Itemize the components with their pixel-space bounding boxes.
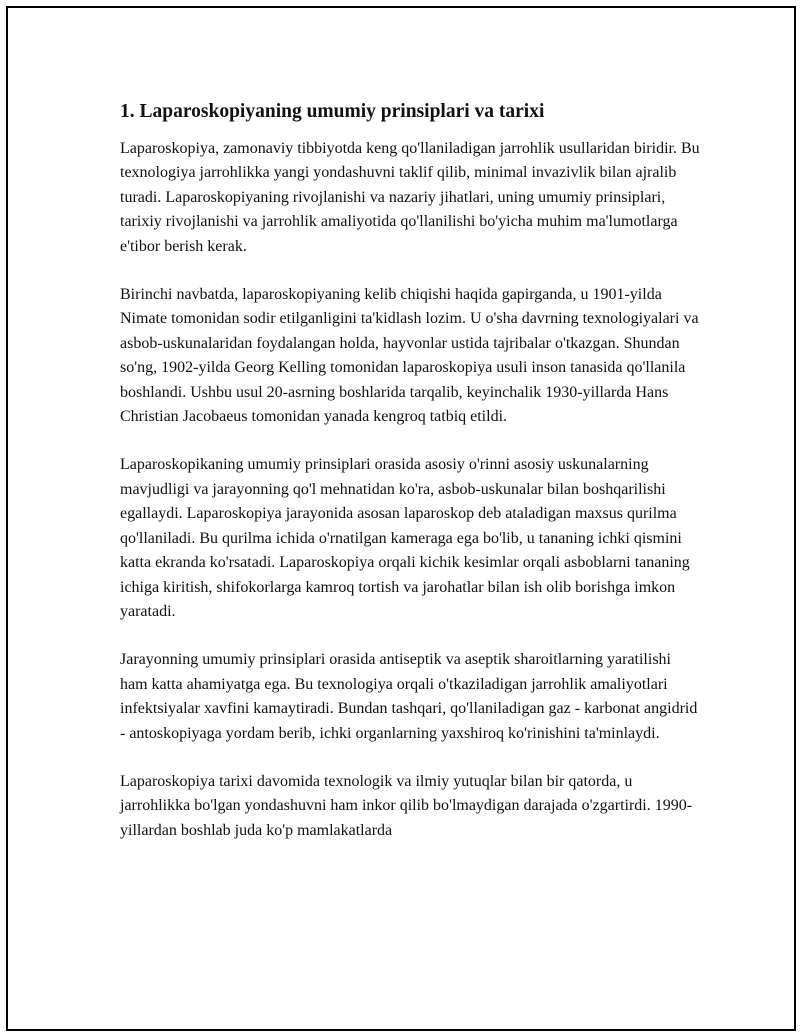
document-title: 1. Laparoskopiyaning umumiy prinsiplari va tarixi bbox=[120, 101, 545, 122]
paragraph-1: Laparoskopiya, zamonaviy tibbiyotda keng qo'llaniladigan jarrohlik usullaridan biridir. Bu texnologiya jarrohlikka yangi yondashuvni taklif qilib, minimal invazivlik bilan ajralib turadi. Laparoskopiyaning rivojlanishi va nazariy jihatlari, uning umumiy prinsiplari, tarixiy rivojlanishi va jarrohlik amaliyotida qo'llanilishi bo'yicha muhim ma'lumotlarga e'tibor berish kerak. bbox=[120, 140, 700, 255]
document-body bbox=[120, 100, 700, 867]
page-frame bbox=[6, 6, 796, 1031]
paragraph-3: Laparoskopikaning umumiy prinsiplari orasida asosiy o'rinni asosiy uskunalarning mavjudligi va jarayonning qo'l mehnatidan ko'ra, asbob-uskunalar bilan boshqarilishi egallaydi. Laparoskopiya jarayonida asosan laparoskop deb ataladigan maxsus qurilma qo'llaniladi. Bu qurilma ichida o'rnatilgan kameraga ega bo'lib, u tananing ichki qismini katta ekranda ko'rsatadi. Laparoskopiya orqali kichik kesimlar orqali asboblarni tananing ichiga kiritish, shifokorlarga kamroq tortish va jarohatlar bilan ish olib borishga imkon yaratadi. bbox=[120, 456, 690, 620]
paragraph-5: Laparoskopiya tarixi davomida texnologik va ilmiy yutuqlar bilan bir qatorda, u jarrohlikka bo'lgan yondashuvni ham inkor qilib bo'lmaydigan darajada o'zgartirdi. 1990-yillardan boshlab juda ko'p mamlakatlarda bbox=[120, 772, 693, 839]
paragraph-4: Jarayonning umumiy prinsiplari orasida antiseptik va aseptik sharoitlarning yaratilishi ham katta ahamiyatga ega. Bu texnologiya orqali o'tkaziladigan jarrohlik amaliyotlari infektsiyalar xavfini kamaytiradi. Bundan tashqari, qo'llaniladigan gaz - karbonat angidrid - antoskopiyaga yordam berib, ichki organlarning yaxshiroq ko'rinishini ta'minlaydi. bbox=[120, 651, 698, 742]
paragraph-2: Birinchi navbatda, laparoskopiyaning kelib chiqishi haqida gapirganda, u 1901-yilda Nimate tomonidan sodir etilganligini ta'kidlash lozim. U o'sha davrning texnologiyalari va asbob-uskunalaridan foydalangan holda, hayvonlar ustida tajribalar o'tkazgan. Shundan so'ng, 1902-yilda Georg Kelling tomonidan laparoskopiya usuli inson tanasida qo'llanila boshlandi. Ushbu usul 20-asrning boshlarida tarqalib, keyinchalik 1930-yillarda Hans Christian Jacobaeus tomonidan yanada kengroq tatbiq etildi. bbox=[120, 286, 699, 426]
